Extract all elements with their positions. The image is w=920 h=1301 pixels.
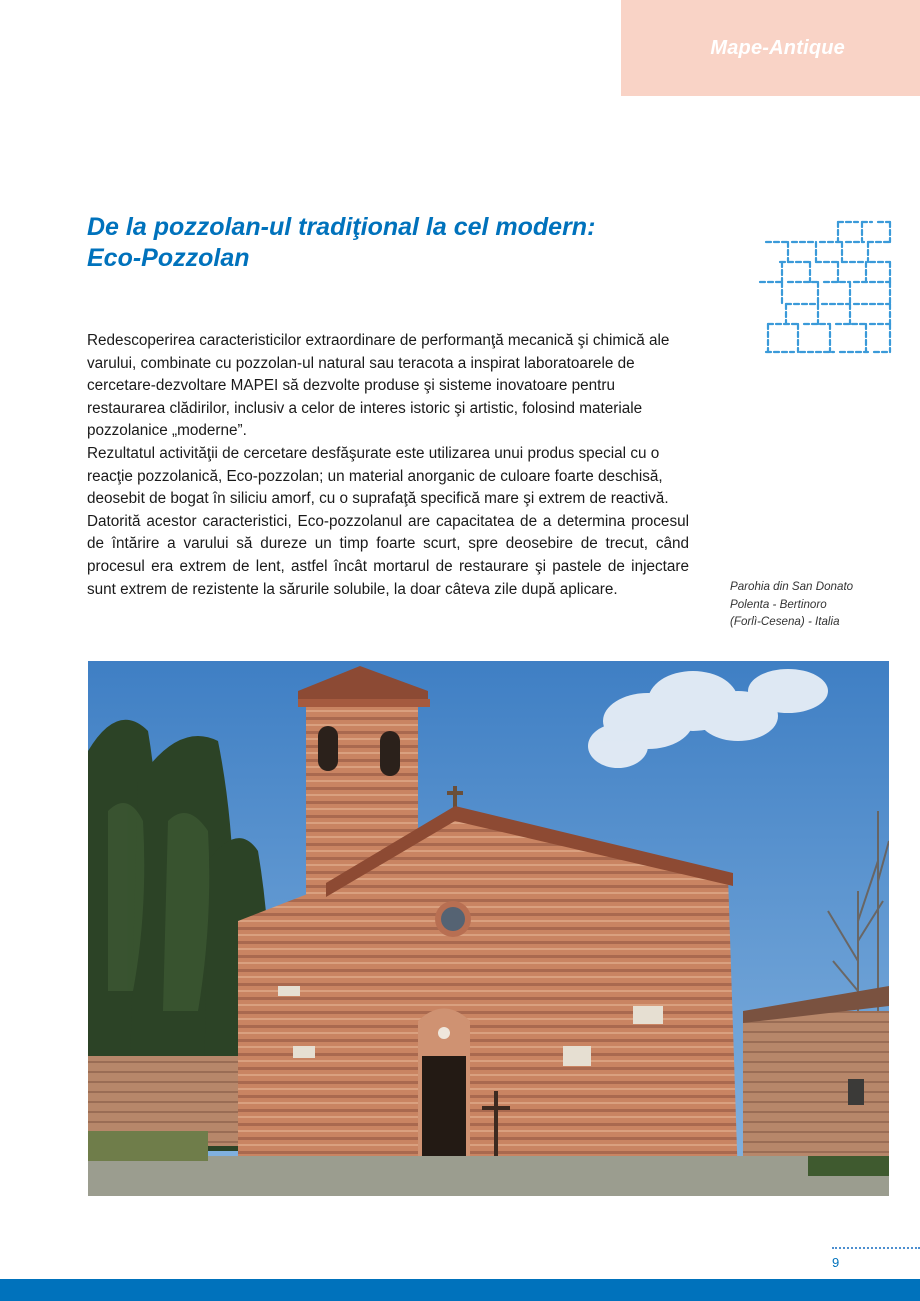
article-title bbox=[87, 212, 727, 274]
paragraph-1: Redescoperirea caracteristicilor extraordinare de performanţă mecanică şi chimică ale varului, combinate cu pozzolan-ul natural sau teracota a inspirat laboratoarele de cercetare-dezvoltare MAPEI să dezvolte produse şi sisteme inovatoare pentru restaurarea clădirilor, inclusiv a celor de interes istoric şi artistic, folosind materiale pozzolanice „moderne”. bbox=[87, 332, 670, 440]
section-label: Mape-Antique bbox=[710, 37, 845, 59]
article-title-line1: De la pozzolan-ul tradiţional la cel modern: bbox=[87, 213, 596, 241]
page-number: 9 bbox=[832, 1255, 840, 1270]
paragraph-2a: Rezultatul activităţii de cercetare desfăşurate este utilizarea unui produs special cu o reacţie pozzolanică, Eco-pozzolan; un material anorganic de culoare foarte deschisă, deosebit de bogat în siliciu amorf, cu o suprafaţă specifică mare şi extrem de reactivă. bbox=[87, 444, 669, 508]
footer-bar bbox=[0, 1279, 920, 1301]
church-photo bbox=[88, 661, 889, 1196]
brick-wall-pattern-icon bbox=[758, 210, 898, 360]
page-number-divider bbox=[832, 1247, 920, 1249]
caption-line1: Parohia din San Donato bbox=[730, 580, 854, 593]
article-body bbox=[87, 330, 689, 601]
caption-line3: (Forlì-Cesena) - Italia bbox=[730, 615, 840, 628]
paragraph-2b: Datorită acestor caracteristici, Eco-pozzolanul are capacitatea de a determina procesul de întărire a varului să dureze un timp foarte scurt, spre deosebire de trecut, când procesul era extrem de lent, astfel încât mortarul de restaurare şi pastele de injectare sunt extrem de rezistente la sărurile solubile, la doar câteva zile după aplicare. bbox=[87, 512, 689, 598]
caption-line2: Polenta - Bertinoro bbox=[730, 597, 827, 611]
article-title-line2: Eco-Pozzolan bbox=[87, 244, 250, 272]
section-tab bbox=[621, 0, 920, 96]
photo-caption bbox=[730, 578, 900, 631]
